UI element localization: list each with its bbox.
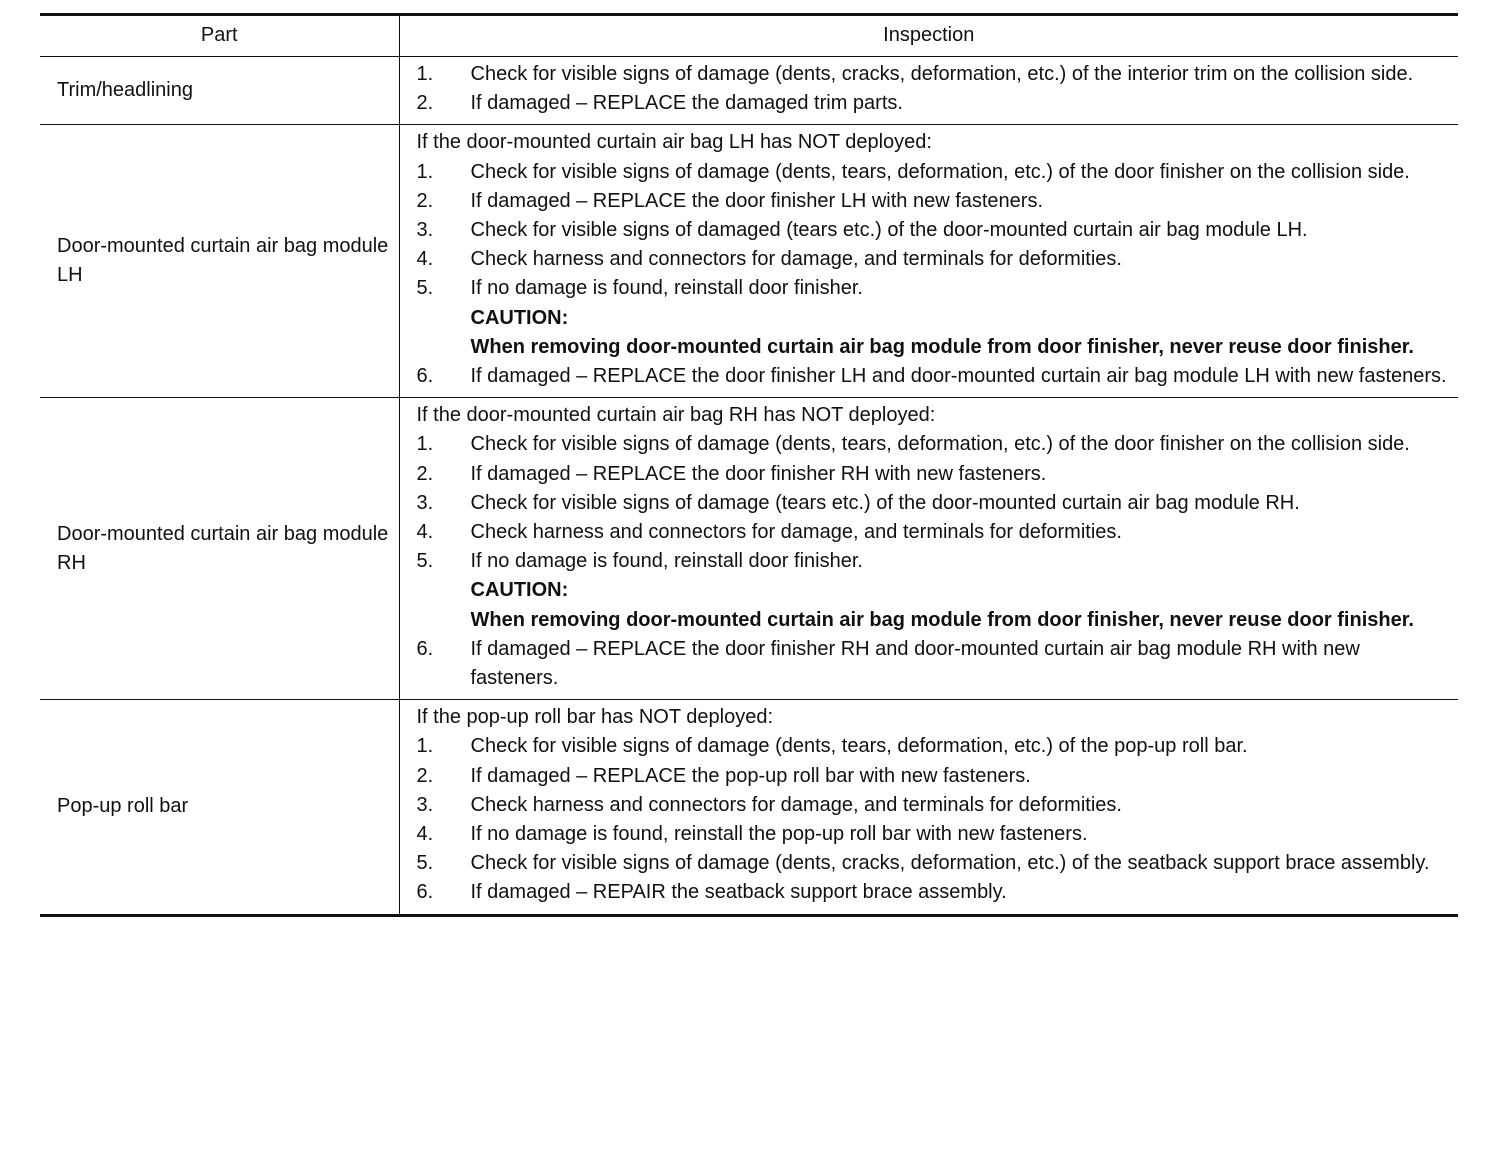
step-number: 4. bbox=[416, 248, 434, 271]
inspection-step bbox=[417, 878, 1451, 907]
step-text: Check for visible signs of damage (dents, tears, deformation, etc.) of the door finisher on the collision side. bbox=[470, 433, 1410, 456]
step-number: 6. bbox=[416, 637, 434, 660]
step-number: 1. bbox=[416, 160, 434, 183]
step-number: 3. bbox=[416, 491, 434, 514]
inspection-step bbox=[417, 216, 1451, 245]
step-number: 2. bbox=[416, 92, 434, 115]
step-text: If no damage is found, reinstall door finisher. bbox=[470, 277, 863, 300]
condition-intro: If the door-mounted curtain air bag RH has NOT deployed: bbox=[416, 404, 936, 427]
step-number: 5. bbox=[416, 852, 434, 875]
caution-title: CAUTION: bbox=[470, 579, 569, 602]
table-row bbox=[40, 125, 1458, 398]
step-text: Check harness and connectors for damage, and terminals for deformities. bbox=[470, 793, 1122, 816]
inspection-step bbox=[417, 460, 1451, 489]
step-text: If no damage is found, reinstall the pop-up roll bar with new fasteners. bbox=[470, 823, 1088, 846]
table-row bbox=[40, 57, 1458, 125]
inspection-step bbox=[417, 187, 1451, 216]
inspection-cell bbox=[399, 700, 1458, 915]
part-column-header: Part bbox=[40, 15, 399, 57]
inspection-step bbox=[417, 820, 1451, 849]
step-number: 5. bbox=[416, 550, 434, 573]
step-number: 5. bbox=[416, 277, 434, 300]
step-text: Check for visible signs of damage (dents, cracks, deformation, etc.) of the interior trim on the collision side. bbox=[470, 63, 1414, 85]
step-text: If damaged – REPLACE the damaged trim parts. bbox=[470, 92, 903, 115]
inspection-step bbox=[417, 60, 1451, 89]
inspection-step bbox=[417, 762, 1451, 791]
step-text: If damaged – REPLACE the door finisher RH and door-mounted curtain air bag module RH with new fasteners. bbox=[470, 637, 1360, 690]
inspection-step bbox=[417, 245, 1451, 274]
step-text: Check for visible signs of damage (dents, tears, deformation, etc.) of the pop-up roll bar. bbox=[470, 735, 1248, 758]
caution-text: When removing door-mounted curtain air bag module from door finisher, never reuse door finisher. bbox=[470, 335, 1414, 358]
inspection-step bbox=[417, 791, 1451, 820]
step-text: If no damage is found, reinstall door finisher. bbox=[470, 550, 863, 573]
step-number: 4. bbox=[416, 823, 434, 846]
part-cell: Trim/headlining bbox=[40, 57, 399, 125]
step-number: 6. bbox=[416, 365, 434, 388]
step-text: Check for visible signs of damage (tears etc.) of the door-mounted curtain air bag module RH. bbox=[470, 491, 1300, 514]
inspection-cell bbox=[399, 57, 1458, 125]
step-text: Check harness and connectors for damage, and terminals for deformities. bbox=[470, 521, 1122, 544]
inspection-step bbox=[417, 89, 1451, 118]
inspection-step bbox=[417, 547, 1451, 576]
inspection-step bbox=[417, 489, 1451, 518]
step-number: 2. bbox=[416, 189, 434, 212]
inspection-column-header: Inspection bbox=[399, 15, 1458, 57]
step-text: Check harness and connectors for damage, and terminals for deformities. bbox=[470, 248, 1122, 271]
part-cell: Door-mounted curtain air bag module RH bbox=[40, 398, 399, 700]
step-number: 1. bbox=[416, 735, 434, 758]
step-number: 2. bbox=[416, 764, 434, 787]
inspection-step bbox=[417, 362, 1451, 391]
inspection-step bbox=[417, 518, 1451, 547]
condition-intro: If the door-mounted curtain air bag LH has NOT deployed: bbox=[416, 131, 932, 154]
step-number: 6. bbox=[416, 881, 434, 904]
caution-text: When removing door-mounted curtain air bag module from door finisher, never reuse door finisher. bbox=[470, 608, 1414, 631]
step-text: If damaged – REPLACE the door finisher LH and door-mounted curtain air bag module LH with new fasteners. bbox=[470, 365, 1447, 388]
step-text: If damaged – REPLACE the pop-up roll bar with new fasteners. bbox=[470, 764, 1031, 787]
inspection-step bbox=[417, 849, 1451, 878]
inspection-step bbox=[417, 430, 1451, 459]
step-number: 3. bbox=[416, 793, 434, 816]
step-text: Check for visible signs of damaged (tears etc.) of the door-mounted curtain air bag module LH. bbox=[470, 219, 1308, 242]
inspection-step bbox=[417, 274, 1451, 303]
inspection-step bbox=[417, 732, 1451, 761]
part-cell: Door-mounted curtain air bag module LH bbox=[40, 125, 399, 398]
step-number: 3. bbox=[416, 219, 434, 242]
inspection-cell bbox=[399, 125, 1458, 398]
step-text: Check for visible signs of damage (dents, cracks, deformation, etc.) of the seatback support brace assembly. bbox=[470, 852, 1430, 875]
step-number: 1. bbox=[416, 433, 434, 456]
step-text: If damaged – REPLACE the door finisher LH with new fasteners. bbox=[470, 189, 1044, 212]
step-number: 2. bbox=[416, 462, 434, 485]
inspection-table bbox=[40, 13, 1458, 917]
step-number: 1. bbox=[416, 63, 434, 85]
step-text: If damaged – REPAIR the seatback support brace assembly. bbox=[470, 881, 1007, 904]
table-row bbox=[40, 398, 1458, 700]
header-row bbox=[40, 15, 1458, 57]
inspection-step bbox=[417, 158, 1451, 187]
inspection-step bbox=[417, 635, 1451, 693]
step-number: 4. bbox=[416, 521, 434, 544]
condition-intro: If the pop-up roll bar has NOT deployed: bbox=[416, 706, 774, 729]
caution-title: CAUTION: bbox=[470, 306, 569, 329]
step-text: If damaged – REPLACE the door finisher RH with new fasteners. bbox=[470, 462, 1047, 485]
table-row bbox=[40, 700, 1458, 915]
part-cell: Pop-up roll bar bbox=[40, 700, 399, 915]
step-text: Check for visible signs of damage (dents, tears, deformation, etc.) of the door finisher on the collision side. bbox=[470, 160, 1410, 183]
inspection-cell bbox=[399, 398, 1458, 700]
